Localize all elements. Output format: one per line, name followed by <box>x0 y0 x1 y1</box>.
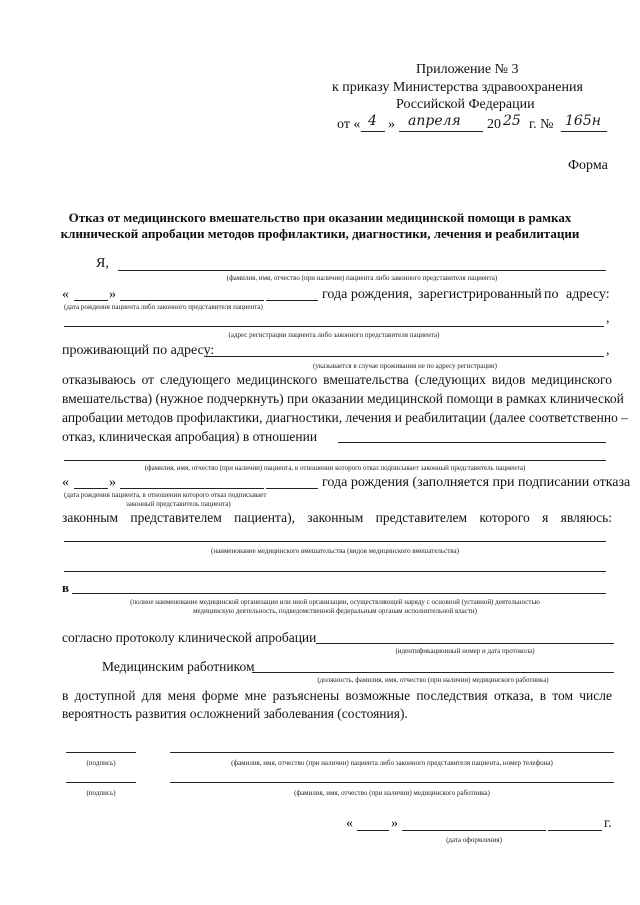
reg-address-comma: , <box>606 311 610 326</box>
birthdate-open-quote: « <box>62 287 69 302</box>
order-month: апреля <box>408 113 461 129</box>
order-number-underline <box>561 131 607 132</box>
intervention-field-line-2[interactable] <box>64 571 606 572</box>
patient-birth-open-quote: « <box>62 475 69 490</box>
protocol-label: согласно протоколу клинической апробации <box>62 630 317 645</box>
registered-label: зарегистрированный <box>418 287 542 302</box>
v-label: в <box>62 580 70 595</box>
date-open-quote: « <box>346 816 353 831</box>
intervention-caption: (наименование медицинского вмешательства (видов медицинского вмешательства) <box>211 547 459 555</box>
residing-comma: , <box>606 343 610 358</box>
document-title-line2: клинической апробации методов профилактики, диагностики, лечения и реабилитации <box>60 226 580 241</box>
patient-signature-fio-line[interactable] <box>170 752 614 753</box>
date-g-label: г. <box>604 816 612 831</box>
explained-text-line1: в доступной для меня форме мне разъяснены возможные последствия отказа, в том числе <box>62 688 612 703</box>
birthdate-caption: (дата рождения пациента либо законного представителя пациента) <box>64 303 263 311</box>
birthdate-close-quote: » <box>109 287 116 302</box>
order-number-label: г. № <box>529 117 554 132</box>
order-month-underline <box>399 131 483 132</box>
fio-field-line[interactable] <box>118 270 606 271</box>
legal-rep-text: законным представителем пациента), законным представителем которого я являюсь: <box>62 510 612 525</box>
appendix-number: Приложение № 3 <box>416 62 519 77</box>
med-worker-caption: (должность, фамилия, имя, отчество (при наличии) медицинского работника) <box>317 676 549 684</box>
order-day-quote: » <box>388 117 395 132</box>
refuse-text-line2: вмешательства) (нужное подчеркнуть) при оказании медицинской помощи в рамках клинической <box>62 391 624 406</box>
ya-label: Я, <box>96 256 109 271</box>
po-label: по <box>544 287 559 302</box>
worker-signature-fio-line[interactable] <box>170 782 614 783</box>
order-day: 4 <box>368 113 377 129</box>
patient-birth-day-line[interactable] <box>74 488 108 489</box>
worker-signature-line[interactable] <box>66 782 136 783</box>
address-label: адресу: <box>566 287 610 302</box>
med-worker-label: Медицинским работником <box>102 659 255 674</box>
date-year-line[interactable] <box>548 830 602 831</box>
worker-signature-caption: (подпись) <box>86 789 116 797</box>
patient-signature-fio-caption: (фамилия, имя, отчество (при наличии) пациента либо законного представителя пациента, номер телефона) <box>231 759 553 767</box>
reg-address-field-line[interactable] <box>64 326 604 327</box>
birthdate-year-line[interactable] <box>266 300 318 301</box>
protocol-field-line[interactable] <box>316 643 614 644</box>
patient-fio-field-line-b[interactable] <box>64 460 606 461</box>
residing-caption: (указывается в случае проживания не по адресу регистрации) <box>313 362 497 370</box>
order-year-prefix: 20 <box>487 117 501 132</box>
organization-caption-2: медицинскую деятельность, подведомственной федеральным органам исполнительной власти) <box>192 607 478 615</box>
order-ministry-line: к приказу Министерства здравоохранения <box>332 80 583 95</box>
federation-line: Российской Федерации <box>396 97 535 112</box>
order-year-suffix: 25 <box>503 113 521 129</box>
order-day-underline <box>361 131 385 132</box>
date-caption: (дата оформления) <box>446 836 502 844</box>
med-worker-field-line[interactable] <box>252 672 614 673</box>
residing-label: проживающий по адресу: <box>62 343 215 358</box>
fio-caption: (фамилия, имя, отчество (при наличии) пациента либо законного представителя пациента) <box>226 274 498 282</box>
reg-address-caption: (адрес регистрации пациента либо законного представителя пациента) <box>228 331 440 339</box>
patient-birth-caption-2: законный представитель пациента) <box>126 500 231 508</box>
organization-caption-1: (полное наименование медицинской организации или иной организации, осуществляющей наряду с основной (уставной) деятельностью <box>130 598 540 606</box>
birthdate-day-line[interactable] <box>74 300 108 301</box>
worker-signature-fio-caption: (фамилия, имя, отчество (при наличии) медицинского работника) <box>294 789 490 797</box>
patient-fio-caption: (фамилия, имя, отчество (при наличии) пациента, в отношении которого отказ подписывает законный представитель пациента) <box>144 464 526 472</box>
birth-year-label: года рождения, <box>322 287 413 302</box>
order-number: 165н <box>565 113 601 129</box>
form-label: Форма <box>568 158 608 173</box>
patient-birth-caption-1: (дата рождения пациента, в отношении которого отказ подписывает <box>64 491 267 499</box>
protocol-caption: (идентификационный номер и дата протокола) <box>395 647 535 655</box>
date-month-line[interactable] <box>402 830 546 831</box>
date-close-quote: » <box>391 816 398 831</box>
patient-birth-month-line[interactable] <box>120 488 264 489</box>
intervention-field-line[interactable] <box>64 541 606 542</box>
patient-birth-close-quote: » <box>109 475 116 490</box>
patient-birth-year-label: года рождения (заполняется при подписании отказа <box>322 475 631 490</box>
patient-birth-year-line[interactable] <box>266 488 318 489</box>
refuse-text-line4: отказ, клиническая апробация) в отношении <box>62 429 318 444</box>
birthdate-month-line[interactable] <box>120 300 264 301</box>
residing-field-line[interactable] <box>206 356 604 357</box>
patient-signature-caption: (подпись) <box>86 759 116 767</box>
explained-text-line2: вероятность развития осложнений заболевания (состояния). <box>62 706 408 721</box>
date-day-line[interactable] <box>357 830 389 831</box>
refuse-text-line1: отказываюсь от следующего медицинского вмешательства (следующих видов медицинского <box>62 372 612 387</box>
document-title-line1: Отказ от медицинского вмешательство при оказании медицинской помощи в рамках <box>68 210 572 225</box>
patient-fio-field-line-a[interactable] <box>338 442 606 443</box>
organization-field-line[interactable] <box>72 593 606 594</box>
order-date-from: от « <box>337 117 361 132</box>
patient-signature-line[interactable] <box>66 752 136 753</box>
refuse-text-line3: апробации методов профилактики, диагностики, лечения и реабилитации (далее соответственно – <box>62 410 628 425</box>
